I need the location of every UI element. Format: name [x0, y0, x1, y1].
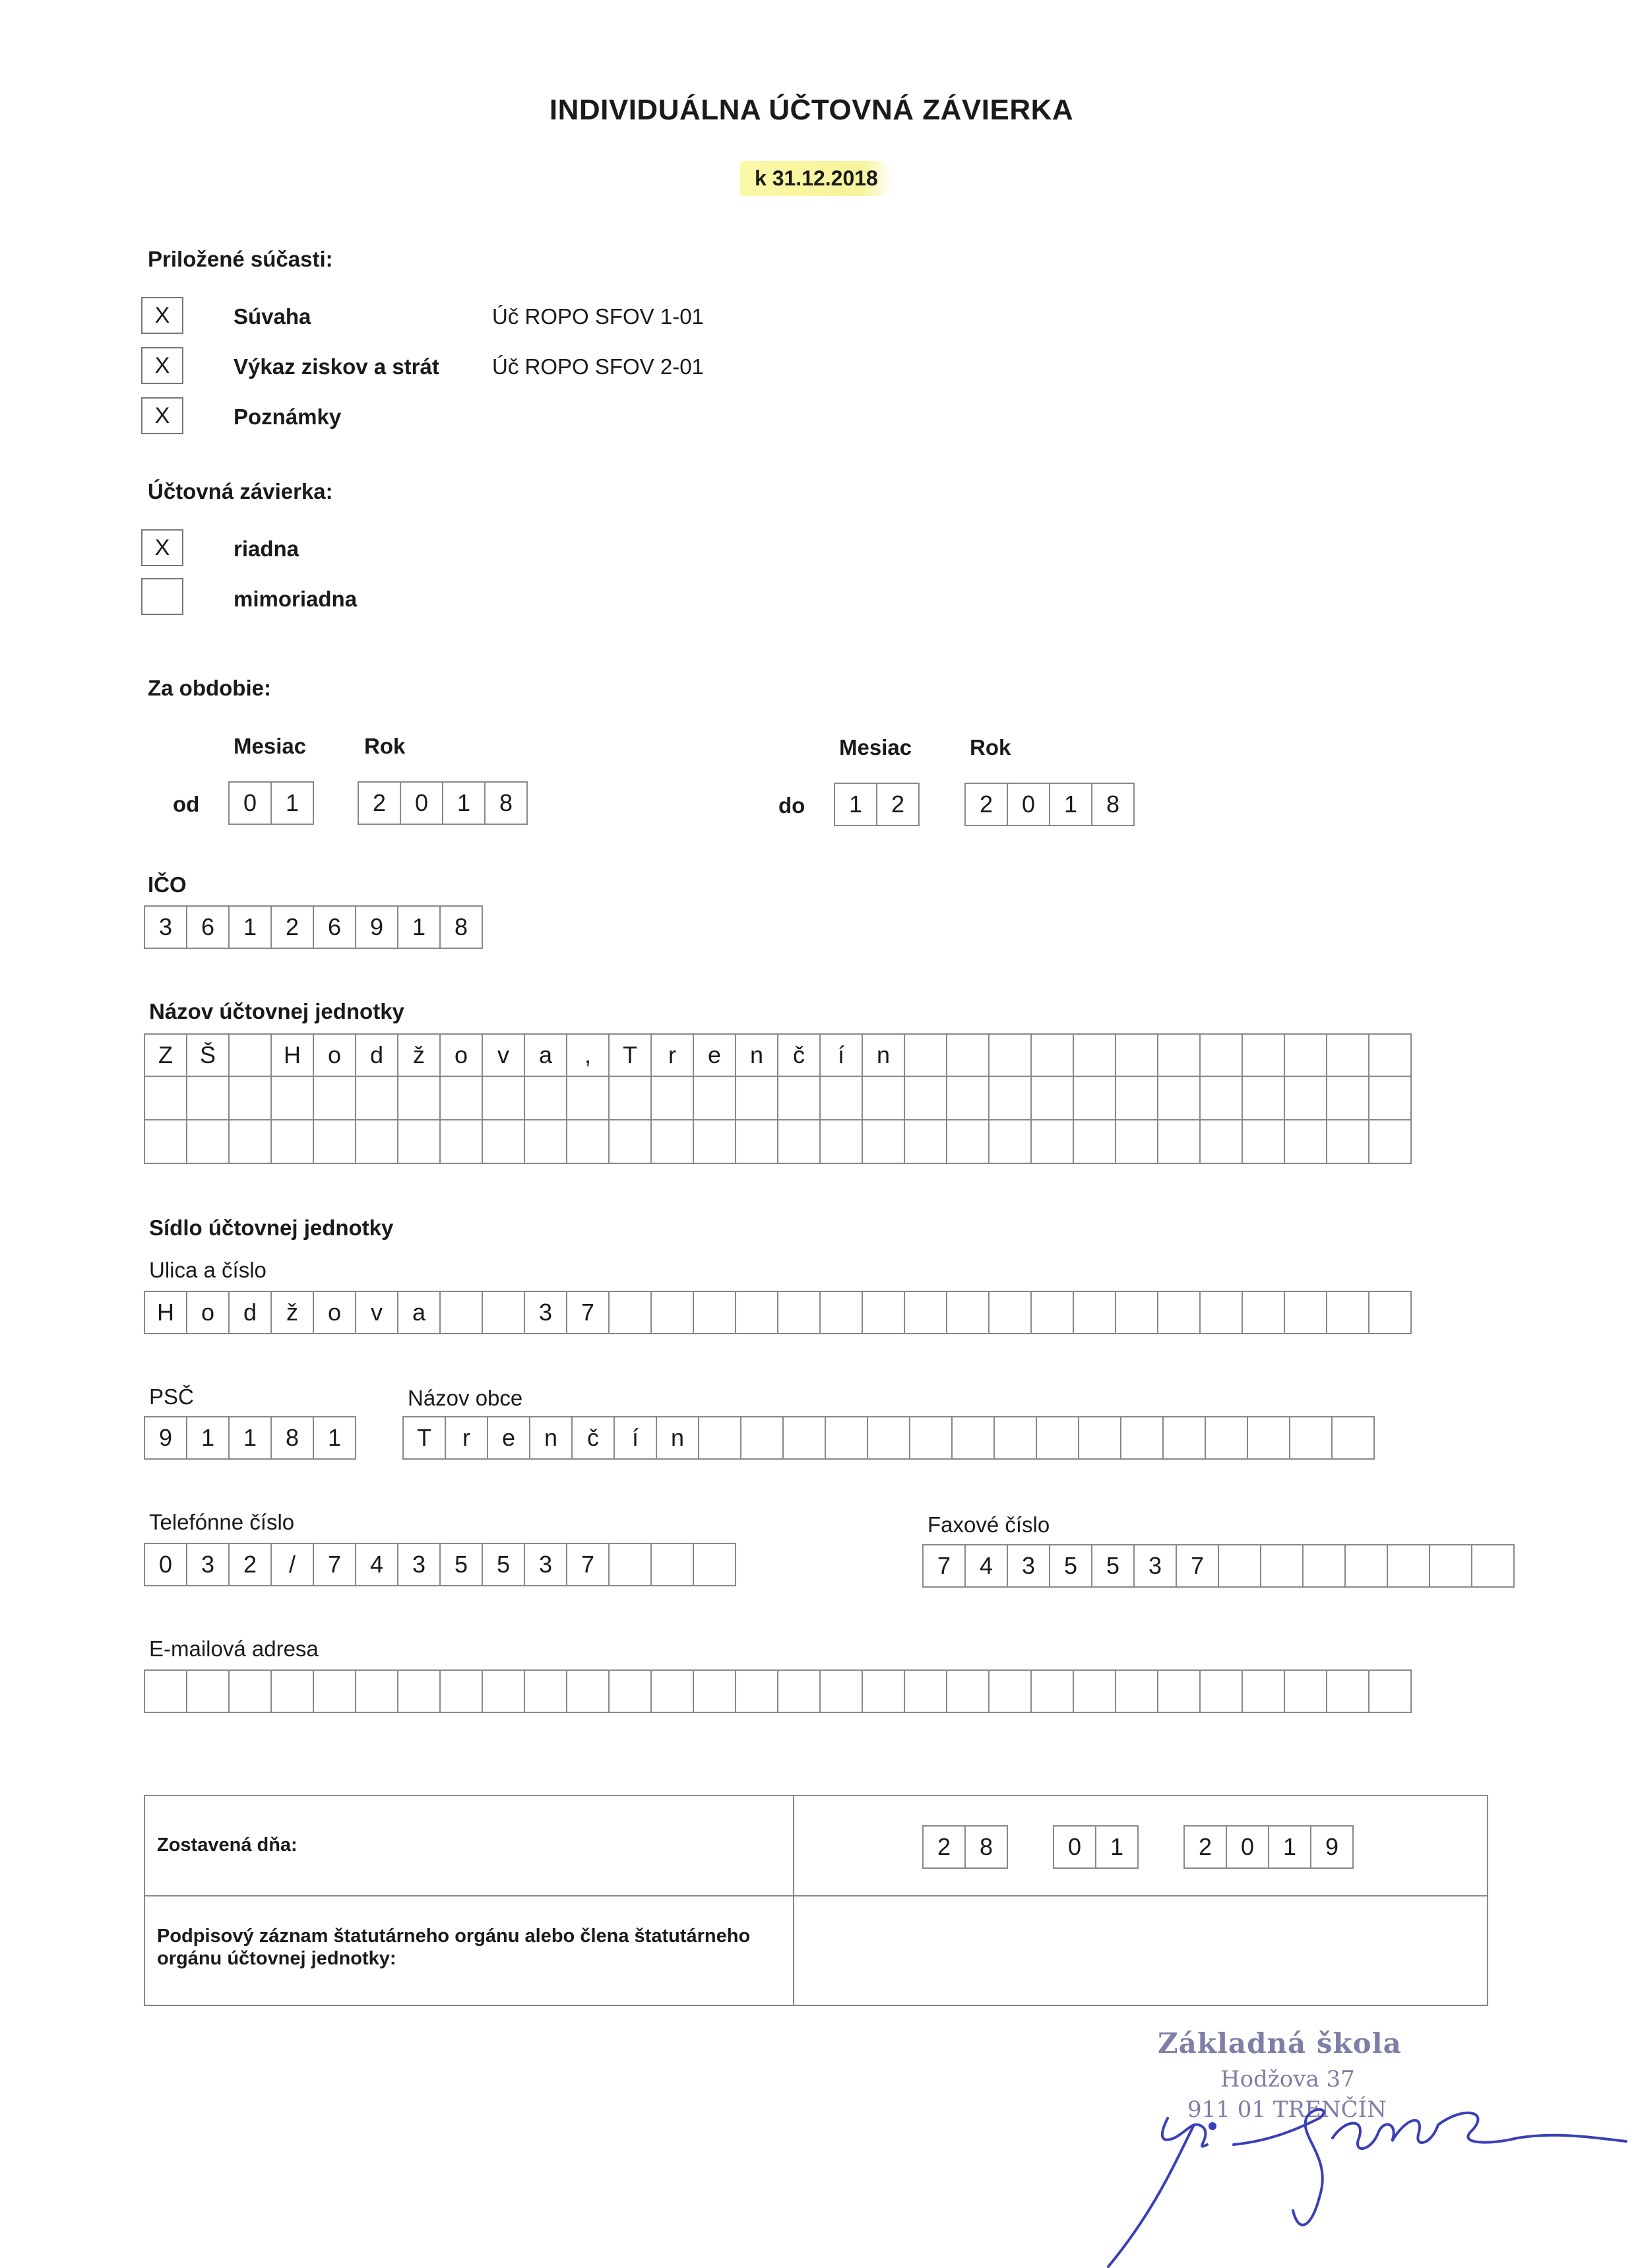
char-cell[interactable]: [608, 1077, 652, 1120]
char-cell[interactable]: č: [777, 1033, 821, 1077]
char-cell[interactable]: [439, 1291, 483, 1334]
char-cell[interactable]: 0: [400, 781, 443, 825]
char-cell[interactable]: [1115, 1033, 1158, 1077]
char-cell[interactable]: [439, 1077, 483, 1120]
char-cell[interactable]: [735, 1669, 778, 1713]
char-cell[interactable]: [186, 1669, 230, 1713]
char-cell[interactable]: [650, 1291, 694, 1334]
char-cell[interactable]: [1073, 1120, 1116, 1164]
compiled-label: Zostavená dňa:: [157, 1834, 298, 1856]
char-cell[interactable]: [650, 1543, 694, 1586]
char-cell[interactable]: 5: [1049, 1544, 1092, 1588]
char-cell[interactable]: 2: [358, 781, 401, 825]
char-cell[interactable]: [1115, 1120, 1158, 1164]
char-cell[interactable]: 8: [439, 905, 483, 949]
char-cell[interactable]: e: [693, 1033, 736, 1077]
char-cell[interactable]: [524, 1669, 567, 1713]
char-cell[interactable]: [397, 1077, 441, 1120]
char-cell[interactable]: [1242, 1077, 1285, 1120]
components-heading: Priložené súčasti:: [148, 247, 333, 271]
char-cell[interactable]: 7: [1176, 1544, 1219, 1588]
checkbox-regular[interactable]: X: [141, 529, 183, 566]
char-cell[interactable]: [355, 1077, 398, 1120]
char-cell[interactable]: [1260, 1544, 1304, 1588]
char-cell[interactable]: [825, 1416, 868, 1460]
char-cell[interactable]: [1387, 1544, 1430, 1588]
char-cell[interactable]: a: [397, 1291, 441, 1334]
phone-label: Telefónne číslo: [149, 1510, 295, 1534]
char-cell[interactable]: [1344, 1544, 1388, 1588]
fax-input[interactable]: [922, 1544, 1515, 1588]
char-cell[interactable]: [819, 1669, 863, 1713]
char-cell[interactable]: [1115, 1077, 1158, 1120]
period-heading: Za obdobie:: [148, 676, 271, 700]
char-cell[interactable]: [1368, 1120, 1412, 1164]
char-cell[interactable]: ž: [397, 1033, 441, 1077]
char-cell[interactable]: [1284, 1077, 1327, 1120]
char-cell[interactable]: [777, 1077, 821, 1120]
char-cell[interactable]: [735, 1077, 778, 1120]
char-cell[interactable]: 1: [834, 783, 877, 826]
char-cell[interactable]: [482, 1291, 525, 1334]
char-cell[interactable]: [1289, 1416, 1333, 1460]
char-cell[interactable]: [1368, 1291, 1412, 1334]
char-cell[interactable]: [313, 1120, 356, 1164]
char-cell[interactable]: [482, 1669, 525, 1713]
char-cell[interactable]: o: [186, 1291, 230, 1334]
char-cell[interactable]: 2: [876, 783, 920, 826]
char-cell[interactable]: [1030, 1077, 1074, 1120]
street-label: Ulica a číslo: [149, 1258, 267, 1282]
char-cell[interactable]: [1284, 1033, 1327, 1077]
char-cell[interactable]: n: [529, 1416, 573, 1460]
char-cell[interactable]: T: [402, 1416, 446, 1460]
char-cell[interactable]: í: [819, 1033, 863, 1077]
char-cell[interactable]: n: [862, 1033, 905, 1077]
char-cell[interactable]: [1073, 1291, 1116, 1334]
stamp-line2: Hodžova 37: [1220, 2066, 1355, 2092]
email-label: E-mailová adresa: [149, 1636, 319, 1661]
char-cell[interactable]: [1368, 1077, 1412, 1120]
char-cell[interactable]: 0: [144, 1543, 187, 1586]
from-month-input[interactable]: [228, 781, 314, 825]
psc-input[interactable]: [144, 1416, 356, 1460]
char-cell[interactable]: [1120, 1416, 1164, 1460]
char-cell[interactable]: [904, 1120, 947, 1164]
char-cell[interactable]: [867, 1416, 910, 1460]
label-balance-sheet: Súvaha: [234, 304, 311, 329]
char-cell[interactable]: [698, 1416, 741, 1460]
to-label: do: [778, 793, 805, 818]
code-balance-sheet: Úč ROPO SFOV 1-01: [492, 304, 704, 329]
phone-input[interactable]: [144, 1543, 736, 1586]
char-cell[interactable]: 1: [270, 781, 314, 825]
char-cell[interactable]: [819, 1120, 863, 1164]
char-cell[interactable]: [782, 1416, 826, 1460]
char-cell[interactable]: 5: [1091, 1544, 1135, 1588]
char-cell[interactable]: [439, 1120, 483, 1164]
char-cell[interactable]: 9: [355, 905, 398, 949]
char-cell[interactable]: 3: [524, 1291, 567, 1334]
char-cell[interactable]: [1115, 1669, 1158, 1713]
char-cell[interactable]: [1242, 1033, 1285, 1077]
statement-date: k 31.12.2018: [740, 161, 893, 196]
char-cell[interactable]: [270, 1120, 314, 1164]
char-cell[interactable]: v: [482, 1033, 525, 1077]
char-cell[interactable]: 5: [439, 1543, 483, 1586]
char-cell[interactable]: [693, 1120, 736, 1164]
char-cell[interactable]: [904, 1669, 947, 1713]
char-cell[interactable]: [993, 1416, 1037, 1460]
char-cell[interactable]: [228, 1669, 272, 1713]
char-cell[interactable]: 2: [964, 783, 1008, 826]
char-cell[interactable]: [608, 1543, 652, 1586]
from-month-label: Mesiac: [234, 734, 307, 758]
char-cell[interactable]: [1199, 1077, 1243, 1120]
char-cell[interactable]: [946, 1669, 990, 1713]
char-cell[interactable]: [1157, 1120, 1201, 1164]
char-cell[interactable]: [144, 1669, 187, 1713]
char-cell[interactable]: 0: [1007, 783, 1050, 826]
char-cell[interactable]: H: [270, 1033, 314, 1077]
char-cell[interactable]: 3: [524, 1543, 567, 1586]
char-cell[interactable]: [1199, 1120, 1243, 1164]
char-cell[interactable]: [1302, 1544, 1346, 1588]
char-cell[interactable]: č: [571, 1416, 615, 1460]
char-cell[interactable]: [608, 1120, 652, 1164]
char-cell[interactable]: 7: [566, 1543, 610, 1586]
char-cell[interactable]: 1: [1049, 783, 1092, 826]
to-month-input[interactable]: [834, 783, 920, 826]
char-cell[interactable]: [608, 1669, 652, 1713]
char-cell[interactable]: [397, 1669, 441, 1713]
char-cell[interactable]: [313, 1669, 356, 1713]
char-cell[interactable]: [1368, 1033, 1412, 1077]
char-cell[interactable]: [693, 1291, 736, 1334]
char-cell[interactable]: [1326, 1291, 1369, 1334]
char-cell[interactable]: [862, 1291, 905, 1334]
char-cell[interactable]: o: [439, 1033, 483, 1077]
char-cell[interactable]: Z: [144, 1033, 187, 1077]
char-cell[interactable]: 4: [355, 1543, 398, 1586]
char-cell[interactable]: [1073, 1077, 1116, 1120]
ico-input[interactable]: [144, 905, 483, 949]
char-cell[interactable]: 9: [1310, 1825, 1354, 1869]
char-cell[interactable]: 2: [228, 1543, 272, 1586]
from-year-label: Rok: [364, 734, 406, 758]
seat-label: Sídlo účtovnej jednotky: [149, 1215, 394, 1240]
char-cell[interactable]: [693, 1669, 736, 1713]
char-cell[interactable]: 1: [313, 1416, 356, 1460]
char-cell[interactable]: 3: [144, 905, 187, 949]
char-cell[interactable]: [1030, 1291, 1074, 1334]
char-cell[interactable]: r: [445, 1416, 488, 1460]
char-cell[interactable]: [946, 1291, 990, 1334]
char-cell[interactable]: [1247, 1416, 1290, 1460]
char-cell[interactable]: [735, 1291, 778, 1334]
char-cell[interactable]: [904, 1033, 947, 1077]
char-cell[interactable]: [228, 1033, 272, 1077]
char-cell[interactable]: o: [313, 1291, 356, 1334]
char-cell[interactable]: [313, 1077, 356, 1120]
char-cell[interactable]: [862, 1077, 905, 1120]
char-cell[interactable]: [951, 1416, 995, 1460]
char-cell[interactable]: d: [355, 1033, 398, 1077]
char-cell[interactable]: 6: [313, 905, 356, 949]
to-year-input[interactable]: [964, 783, 1135, 826]
name-input-row3[interactable]: [144, 1120, 1412, 1164]
char-cell[interactable]: a: [524, 1033, 567, 1077]
char-cell[interactable]: [693, 1543, 736, 1586]
char-cell[interactable]: [1242, 1291, 1285, 1334]
char-cell[interactable]: [1242, 1120, 1285, 1164]
char-cell[interactable]: [1199, 1291, 1243, 1334]
char-cell[interactable]: 4: [964, 1544, 1008, 1588]
char-cell[interactable]: í: [614, 1416, 657, 1460]
char-cell[interactable]: [650, 1120, 694, 1164]
char-cell[interactable]: [819, 1291, 863, 1334]
char-cell[interactable]: [862, 1669, 905, 1713]
char-cell[interactable]: [228, 1120, 272, 1164]
char-cell[interactable]: [1030, 1120, 1074, 1164]
char-cell[interactable]: [777, 1669, 821, 1713]
char-cell[interactable]: [988, 1291, 1032, 1334]
char-cell[interactable]: T: [608, 1033, 652, 1077]
char-cell[interactable]: [988, 1077, 1032, 1120]
char-cell[interactable]: [693, 1077, 736, 1120]
char-cell[interactable]: [1331, 1416, 1375, 1460]
char-cell[interactable]: [270, 1669, 314, 1713]
from-label: od: [173, 792, 200, 816]
char-cell[interactable]: [482, 1120, 525, 1164]
char-cell[interactable]: [1326, 1669, 1369, 1713]
char-cell[interactable]: [355, 1669, 398, 1713]
char-cell[interactable]: [1242, 1669, 1285, 1713]
compiled-month-input[interactable]: [1053, 1825, 1139, 1869]
char-cell[interactable]: [904, 1077, 947, 1120]
char-cell[interactable]: [1073, 1033, 1116, 1077]
char-cell[interactable]: [650, 1669, 694, 1713]
char-cell[interactable]: v: [355, 1291, 398, 1334]
char-cell[interactable]: [1326, 1120, 1369, 1164]
to-month-label: Mesiac: [839, 735, 912, 760]
char-cell[interactable]: 2: [270, 905, 314, 949]
label-extraordinary: mimoriadna: [234, 587, 358, 611]
char-cell[interactable]: 1: [397, 905, 441, 949]
char-cell[interactable]: [439, 1669, 483, 1713]
city-label: Názov obce: [408, 1386, 523, 1410]
char-cell[interactable]: [988, 1033, 1032, 1077]
char-cell[interactable]: [1030, 1033, 1074, 1077]
char-cell[interactable]: [566, 1669, 610, 1713]
char-cell[interactable]: 3: [397, 1543, 441, 1586]
street-input[interactable]: [144, 1291, 1412, 1334]
char-cell[interactable]: [777, 1120, 821, 1164]
char-cell[interactable]: 1: [1268, 1825, 1311, 1869]
compiled-year-input[interactable]: [1183, 1825, 1354, 1869]
char-cell[interactable]: [566, 1077, 610, 1120]
char-cell[interactable]: H: [144, 1291, 187, 1334]
char-cell[interactable]: 8: [1091, 783, 1135, 826]
char-cell[interactable]: n: [656, 1416, 699, 1460]
compiled-day-input[interactable]: [922, 1825, 1008, 1869]
fax-label: Faxové číslo: [928, 1512, 1050, 1537]
char-cell[interactable]: 5: [482, 1543, 525, 1586]
char-cell[interactable]: [1429, 1544, 1472, 1588]
char-cell[interactable]: 3: [186, 1543, 230, 1586]
char-cell[interactable]: [1157, 1077, 1201, 1120]
code-profit-loss: Úč ROPO SFOV 2-01: [492, 354, 704, 379]
char-cell[interactable]: [1284, 1120, 1327, 1164]
char-cell[interactable]: [397, 1120, 441, 1164]
char-cell[interactable]: [566, 1120, 610, 1164]
from-year-input[interactable]: [358, 781, 528, 825]
char-cell[interactable]: [735, 1120, 778, 1164]
char-cell[interactable]: [186, 1077, 230, 1120]
char-cell[interactable]: e: [487, 1416, 530, 1460]
char-cell[interactable]: [524, 1120, 567, 1164]
char-cell[interactable]: [228, 1077, 272, 1120]
char-cell[interactable]: 7: [313, 1543, 356, 1586]
char-cell[interactable]: [946, 1120, 990, 1164]
char-cell[interactable]: 8: [270, 1416, 314, 1460]
char-cell[interactable]: 0: [1053, 1825, 1096, 1869]
char-cell[interactable]: 3: [1133, 1544, 1177, 1588]
char-cell[interactable]: o: [313, 1033, 356, 1077]
char-cell[interactable]: ,: [566, 1033, 610, 1077]
char-cell[interactable]: [186, 1120, 230, 1164]
char-cell[interactable]: [482, 1077, 525, 1120]
char-cell[interactable]: [1157, 1033, 1201, 1077]
char-cell[interactable]: [946, 1077, 990, 1120]
char-cell[interactable]: [1115, 1291, 1158, 1334]
psc-label: PSČ: [149, 1384, 194, 1409]
char-cell[interactable]: ž: [270, 1291, 314, 1334]
name-input-row1[interactable]: [144, 1033, 1412, 1077]
char-cell[interactable]: d: [228, 1291, 272, 1334]
char-cell[interactable]: [1284, 1291, 1327, 1334]
char-cell[interactable]: 0: [228, 781, 272, 825]
checkbox-notes[interactable]: X: [141, 397, 183, 434]
name-label: Názov účtovnej jednotky: [149, 999, 404, 1023]
stamp-line3: 911 01 TRENČÍN: [1187, 2096, 1387, 2123]
char-cell[interactable]: [1471, 1544, 1515, 1588]
email-input[interactable]: [144, 1669, 1412, 1713]
char-cell[interactable]: 6: [186, 905, 230, 949]
char-cell[interactable]: [1205, 1416, 1248, 1460]
char-cell[interactable]: 1: [1095, 1825, 1139, 1869]
char-cell[interactable]: [1036, 1416, 1079, 1460]
char-cell[interactable]: [270, 1077, 314, 1120]
char-cell[interactable]: [1030, 1669, 1074, 1713]
char-cell[interactable]: 7: [566, 1291, 610, 1334]
char-cell[interactable]: 7: [922, 1544, 966, 1588]
stamp-line1: Základná škola: [1158, 2027, 1402, 2059]
char-cell[interactable]: [524, 1077, 567, 1120]
char-cell[interactable]: [1326, 1033, 1369, 1077]
char-cell[interactable]: 8: [484, 781, 528, 825]
char-cell[interactable]: 0: [1226, 1825, 1269, 1869]
to-year-label: Rok: [970, 735, 1011, 760]
char-cell[interactable]: Š: [186, 1033, 230, 1077]
char-cell[interactable]: 2: [922, 1825, 966, 1869]
char-cell[interactable]: n: [735, 1033, 778, 1077]
char-cell[interactable]: [144, 1077, 187, 1120]
signature-label: Podpisový záznam štatutárneho orgánu alebo člena štatutárneho orgánu účtovnej jednotky:: [157, 1926, 751, 1969]
char-cell[interactable]: [988, 1669, 1032, 1713]
char-cell[interactable]: [144, 1120, 187, 1164]
char-cell[interactable]: 9: [144, 1416, 187, 1460]
char-cell[interactable]: 1: [228, 905, 272, 949]
label-regular: riadna: [234, 536, 299, 561]
document-title: INDIVIDUÁLNA ÚČTOVNÁ ZÁVIERKA: [549, 94, 1074, 126]
char-cell[interactable]: [777, 1291, 821, 1334]
char-cell[interactable]: [1326, 1077, 1369, 1120]
checkbox-balance-sheet[interactable]: X: [141, 297, 183, 334]
name-input-row2[interactable]: [144, 1077, 1412, 1120]
char-cell[interactable]: r: [650, 1033, 694, 1077]
char-cell[interactable]: [1073, 1669, 1116, 1713]
char-cell[interactable]: 8: [964, 1825, 1008, 1869]
label-notes: Poznámky: [234, 405, 342, 429]
char-cell[interactable]: [1157, 1669, 1201, 1713]
char-cell[interactable]: [909, 1416, 953, 1460]
statement-type-heading: Účtovná závierka:: [148, 479, 333, 503]
city-input[interactable]: [402, 1416, 1375, 1460]
char-cell[interactable]: [862, 1120, 905, 1164]
char-cell[interactable]: [819, 1077, 863, 1120]
char-cell[interactable]: [988, 1120, 1032, 1164]
char-cell[interactable]: [1368, 1669, 1412, 1713]
char-cell[interactable]: [904, 1291, 947, 1334]
char-cell[interactable]: 3: [1007, 1544, 1050, 1588]
char-cell[interactable]: [355, 1120, 398, 1164]
char-cell[interactable]: [650, 1077, 694, 1120]
char-cell[interactable]: [1284, 1669, 1327, 1713]
char-cell[interactable]: 2: [1183, 1825, 1227, 1869]
char-cell[interactable]: [946, 1033, 990, 1077]
char-cell[interactable]: [1157, 1291, 1201, 1334]
char-cell[interactable]: [1218, 1544, 1261, 1588]
char-cell[interactable]: [1078, 1416, 1121, 1460]
char-cell[interactable]: [1162, 1416, 1206, 1460]
checkbox-extraordinary[interactable]: [141, 578, 183, 615]
char-cell[interactable]: [1199, 1033, 1243, 1077]
checkbox-profit-loss[interactable]: X: [141, 347, 183, 384]
char-cell[interactable]: 1: [228, 1416, 272, 1460]
char-cell[interactable]: /: [270, 1543, 314, 1586]
char-cell[interactable]: [740, 1416, 784, 1460]
ico-label: IČO: [148, 872, 187, 897]
char-cell[interactable]: 1: [442, 781, 486, 825]
signature-graphic: [1095, 2079, 1636, 2268]
char-cell[interactable]: [1199, 1669, 1243, 1713]
label-profit-loss: Výkaz ziskov a strát: [234, 354, 439, 379]
char-cell[interactable]: [608, 1291, 652, 1334]
char-cell[interactable]: 1: [186, 1416, 230, 1460]
